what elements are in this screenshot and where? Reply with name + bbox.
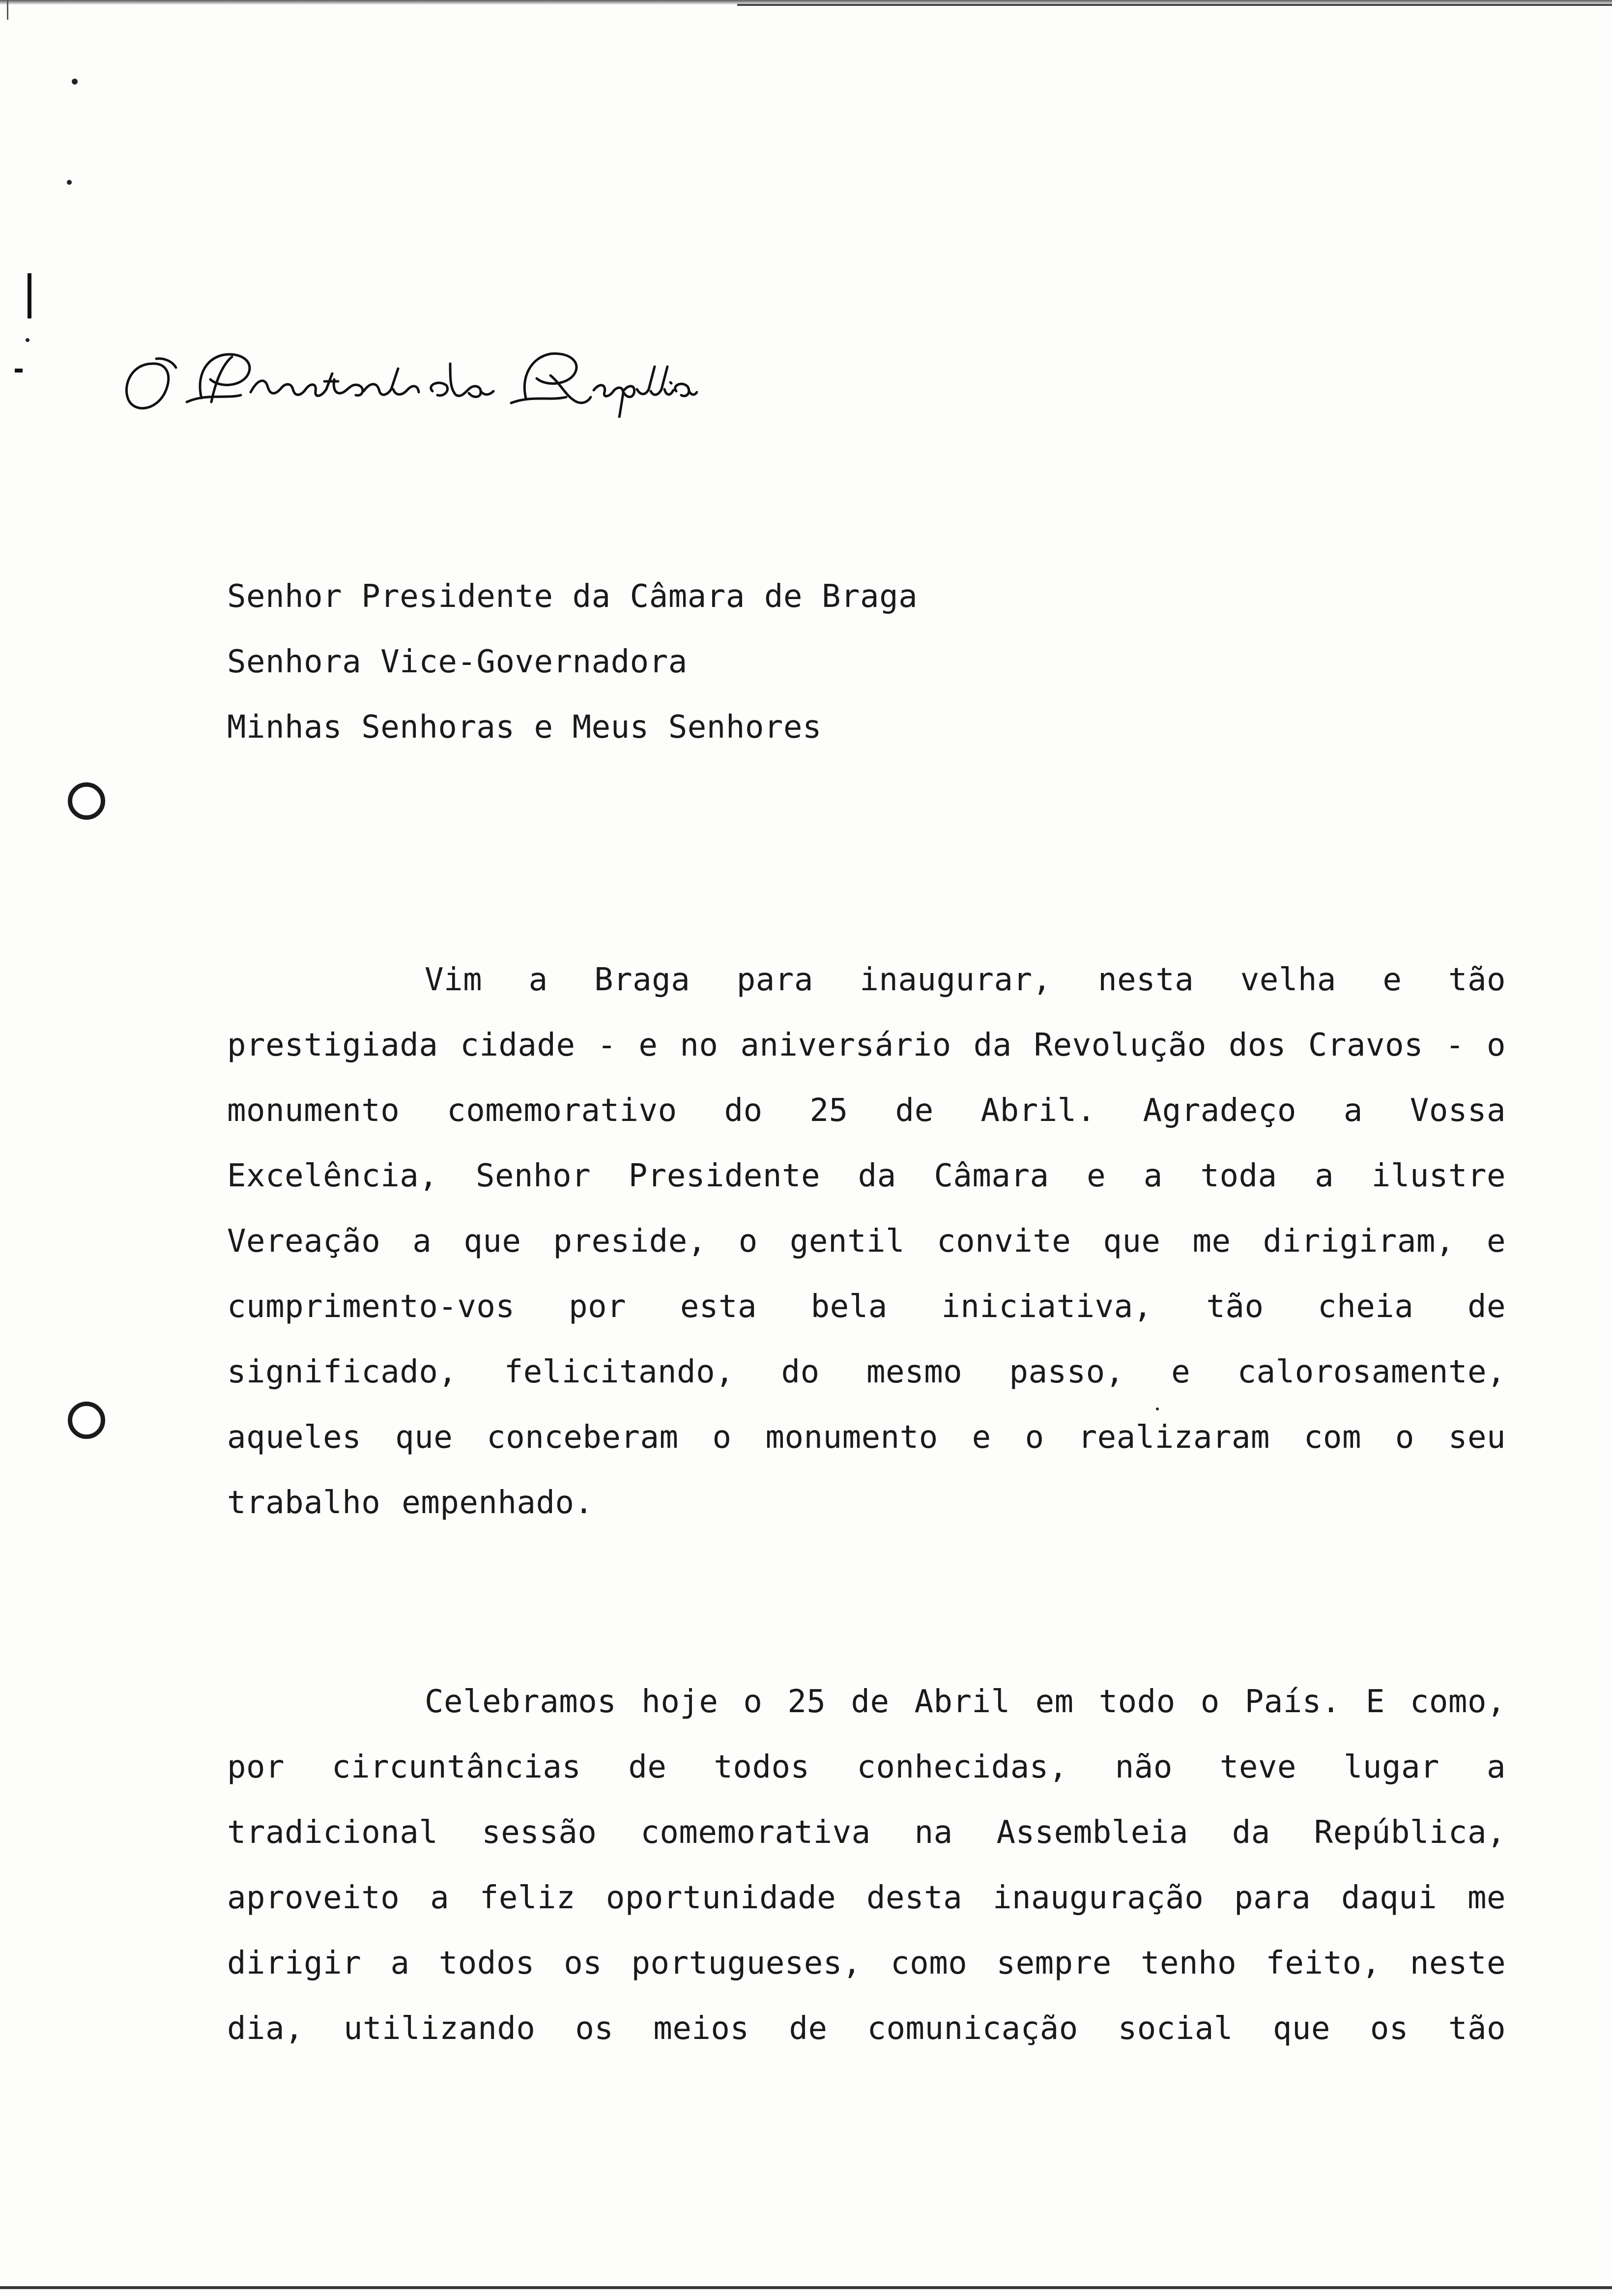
scan-edge-bottom (0, 2286, 1612, 2289)
scan-edge-rule (737, 4, 1612, 6)
body-paragraph: Vim a Braga para inaugurar, nesta velha e tão prestigiada cidade - e no aniversário da Revolução dos Cravos - o monumento comemorativo do 25 de Abril. Agradeço a Vossa Excelência, Senhor Presidente da Câmara e a toda a ilustre Vereação a que preside, o gentil convite que me dirigiram, e cumprimento-vos por esta bela iniciativa, tão cheia de significado, felicitando, do mesmo passo, e calorosamente, aqueles que conceberam o monumento e o realizaram com o seu trabalho empenhado. (227, 962, 1506, 1521)
punch-hole-bottom (68, 1402, 105, 1439)
scan-speck (67, 180, 72, 185)
salutation-list (227, 564, 918, 760)
salutation-line: Senhor Presidente da Câmara de Braga (227, 578, 918, 615)
margin-mark (28, 273, 31, 318)
salutation-line: Minhas Senhoras e Meus Senhores (227, 709, 822, 746)
body-paragraph: Celebramos hoje o 25 de Abril em todo o País. E como, por circuntâncias de todos conhecidas, não teve lugar a tradicional sessão comemorativa na Assembleia da República, aproveito a feliz oportunidade desta inauguração para daqui me dirigir a todos os portugueses, como sempre tenho feito, neste dia, utilizando os meios de comunicação social que os tão (227, 1684, 1506, 2047)
punch-hole-top (68, 782, 105, 820)
letterhead-signature (118, 344, 698, 418)
scan-edge-left (7, 0, 8, 20)
scan-speck (72, 79, 78, 85)
margin-mark (15, 369, 23, 373)
salutation-line: Senhora Vice-Governadora (227, 644, 688, 680)
scan-speck (26, 338, 29, 342)
